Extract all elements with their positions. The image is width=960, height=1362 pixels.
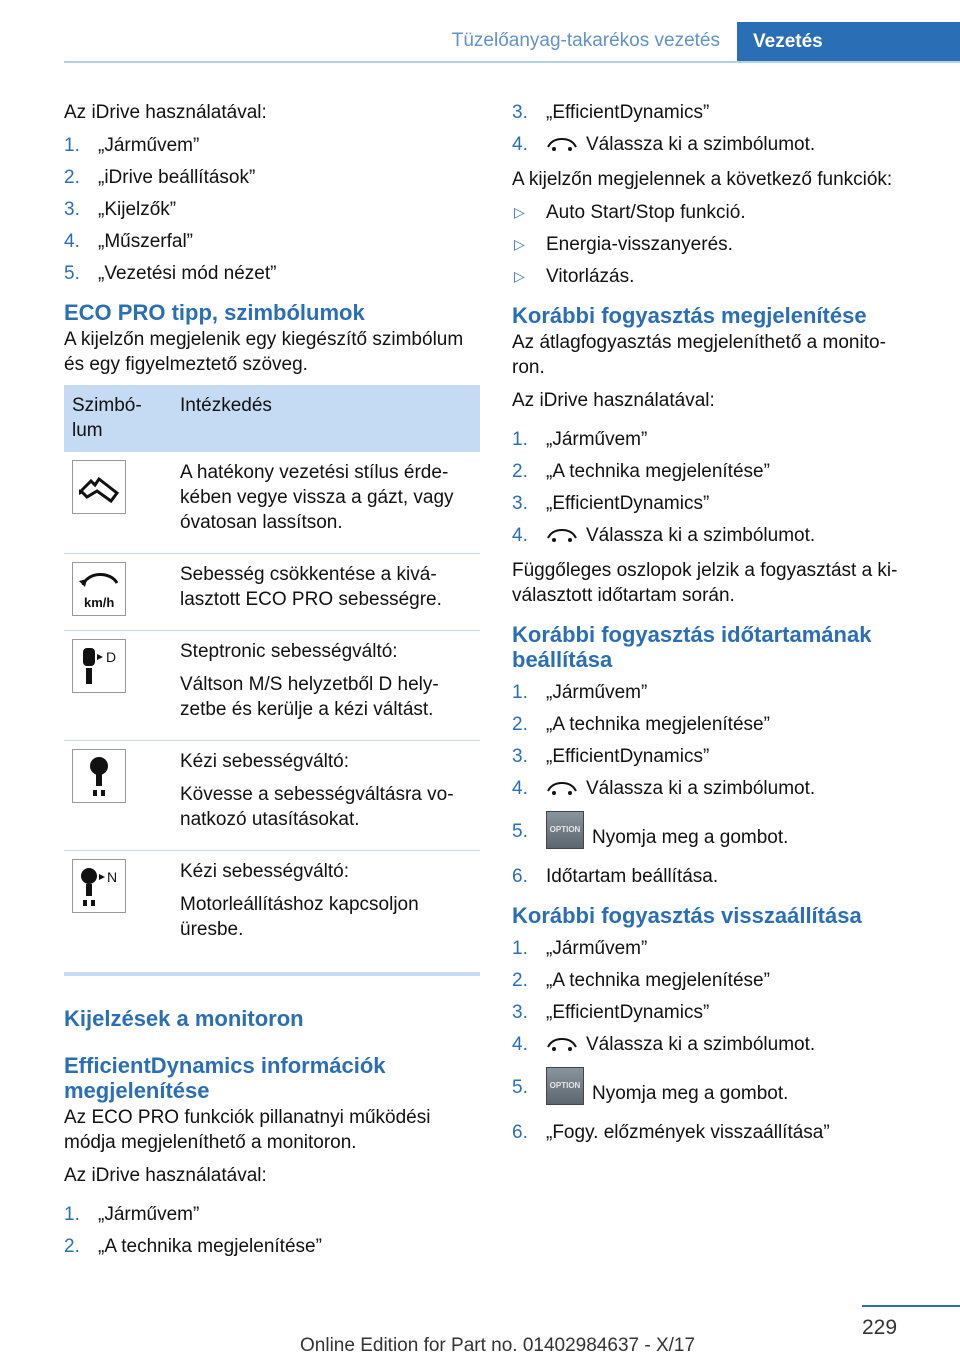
table-header-symbol: Szimbólum bbox=[64, 385, 172, 452]
car-icon bbox=[546, 528, 578, 544]
ed-intro: Az iDrive használatával: bbox=[64, 1165, 267, 1186]
option-button[interactable]: OPTION bbox=[546, 811, 584, 849]
car-icon bbox=[546, 781, 578, 797]
list-item: 4. Válassza ki a szimbólumot. bbox=[512, 525, 816, 546]
svg-text:km/h: km/h bbox=[84, 595, 115, 610]
list-item: 5. OPTION Nyomja meg a gombot. bbox=[512, 1075, 912, 1113]
list-item: 1. „Járművem” bbox=[512, 938, 648, 959]
list-item: 2. „A technika megjelenítése” bbox=[512, 714, 770, 735]
footer-rule bbox=[862, 1305, 960, 1307]
table-header-action: Intézkedés bbox=[172, 385, 480, 452]
page-number: 229 bbox=[862, 1316, 898, 1339]
prev-intro: Az iDrive használatával: bbox=[512, 390, 715, 411]
list-item: ▷ Energia-visszanyerés. bbox=[514, 234, 733, 255]
gear-lever-icon bbox=[72, 749, 126, 803]
intro-text: Az iDrive használatával: bbox=[64, 102, 267, 123]
list-item: 4. Válassza ki a szimbólumot. bbox=[512, 134, 816, 155]
right-column bbox=[512, 100, 912, 1155]
list-item: 4. Válassza ki a szimbólumot. bbox=[512, 1034, 816, 1055]
steps-list-d bbox=[512, 936, 912, 1145]
foot-off-pedal-icon bbox=[72, 460, 126, 514]
svg-text:N: N bbox=[107, 869, 118, 885]
header-section-title: Tüzelőanyag-takarékos vezetés bbox=[451, 30, 720, 51]
list-item: 1. „Járművem” bbox=[512, 429, 648, 450]
funcs-intro: A kijelzőn megjelennek a következő funkciók: bbox=[512, 169, 893, 190]
table-row: N Kézi sebességváltó: Motorleállításhoz kapcsoljon üresbe. bbox=[64, 851, 480, 961]
list-item: 1. „Járművem” bbox=[64, 135, 200, 156]
list-item: 6. Időtartam beállítása. bbox=[512, 866, 719, 887]
list-item: ▷ Auto Start/Stop funkció. bbox=[514, 202, 746, 223]
list-item: 3. „EfficientDynamics” bbox=[512, 746, 710, 767]
table-row: km/h Sebesség csökkentése a kiválasztott ECO PRO sebességre. bbox=[64, 554, 480, 631]
table-row: A hatékony vezetési stílus érdekében vegye vissza a gázt, vagy óvatosan lassítson. bbox=[64, 452, 480, 554]
prev-heading: Korábbi fogyasztás megjelenítése bbox=[512, 303, 867, 328]
list-item: 2. „A technika megjelenítése” bbox=[64, 1236, 322, 1257]
eco-text: A kijelzőn megjelenik egy kiegészítő szimbólum és egy figyelmeztető szöveg. bbox=[64, 329, 464, 375]
steps-list-2 bbox=[64, 1202, 480, 1259]
table-row: Kézi sebességváltó: Kövesse a sebességváltásra vonatkozó utasításokat. bbox=[64, 741, 480, 851]
eco-heading: ECO PRO tipp, szimbólumok bbox=[64, 300, 365, 325]
list-item: 5. „Vezetési mód nézet” bbox=[64, 263, 277, 284]
list-item: 3. „EfficientDynamics” bbox=[512, 493, 710, 514]
list-item: 5. OPTION Nyomja meg a gombot. bbox=[512, 819, 912, 857]
list-item: 2. „A technika megjelenítése” bbox=[512, 461, 770, 482]
list-item: 4. Válassza ki a szimbólumot. bbox=[512, 778, 816, 799]
table-end-rule bbox=[64, 972, 480, 976]
left-column bbox=[64, 100, 480, 1269]
edition-note: Online Edition for Part no. 01402984637 - X/17 bbox=[300, 1335, 696, 1356]
gear-shift-d-icon bbox=[72, 639, 126, 693]
list-item: 2. „iDrive beállítások” bbox=[64, 167, 256, 188]
list-item: 6. „Fogy. előzmények visszaállítása” bbox=[512, 1122, 830, 1143]
list-item: ▷ Vitorlázás. bbox=[514, 266, 635, 287]
header-divider bbox=[64, 61, 960, 63]
option-button[interactable]: OPTION bbox=[546, 1067, 584, 1105]
steps-list-1 bbox=[64, 133, 480, 286]
funcs-list bbox=[512, 200, 912, 289]
steps-list-c bbox=[512, 680, 912, 889]
car-icon bbox=[546, 137, 578, 153]
list-item: 4. „Műszerfal” bbox=[64, 231, 194, 252]
ed-heading: EfficientDynamics információk megjelenítése bbox=[64, 1053, 386, 1103]
gear-shift-n-icon bbox=[72, 859, 126, 913]
prev-after: Függőleges oszlopok jelzik a fogyasztást a kiválasztott időtartam során. bbox=[512, 560, 898, 606]
speed-reduce-icon bbox=[72, 562, 126, 616]
list-item: 2. „A technika megjelenítése” bbox=[512, 970, 770, 991]
monitor-heading: Kijelzések a monitoron bbox=[64, 1006, 304, 1031]
header-chapter-tab[interactable]: Vezetés bbox=[737, 22, 960, 63]
svg-text:D: D bbox=[106, 649, 117, 665]
ed-text: Az ECO PRO funkciók pillanatnyi működési módja megjeleníthető a monitoron. bbox=[64, 1107, 431, 1153]
period-heading: Korábbi fogyasztás időtartamának beállítása bbox=[512, 622, 872, 672]
steps-list-b bbox=[512, 427, 912, 548]
steps-list-a bbox=[512, 100, 912, 157]
table-row: D Steptronic sebességváltó: Váltson M/S helyzetből D helyzetbe és kerülje a kézi váltást. bbox=[64, 631, 480, 741]
list-item: 3. „EfficientDynamics” bbox=[512, 102, 710, 123]
car-icon bbox=[546, 1037, 578, 1053]
list-item: 1. „Járművem” bbox=[512, 682, 648, 703]
symbol-table bbox=[64, 385, 480, 960]
list-item: 3. „Kijelzők” bbox=[64, 199, 177, 220]
list-item: 3. „EfficientDynamics” bbox=[512, 1002, 710, 1023]
reset-heading: Korábbi fogyasztás visszaállítása bbox=[512, 903, 862, 928]
list-item: 1. „Járművem” bbox=[64, 1204, 200, 1225]
prev-text: Az átlagfogyasztás megjeleníthető a monitoron. bbox=[512, 332, 886, 378]
